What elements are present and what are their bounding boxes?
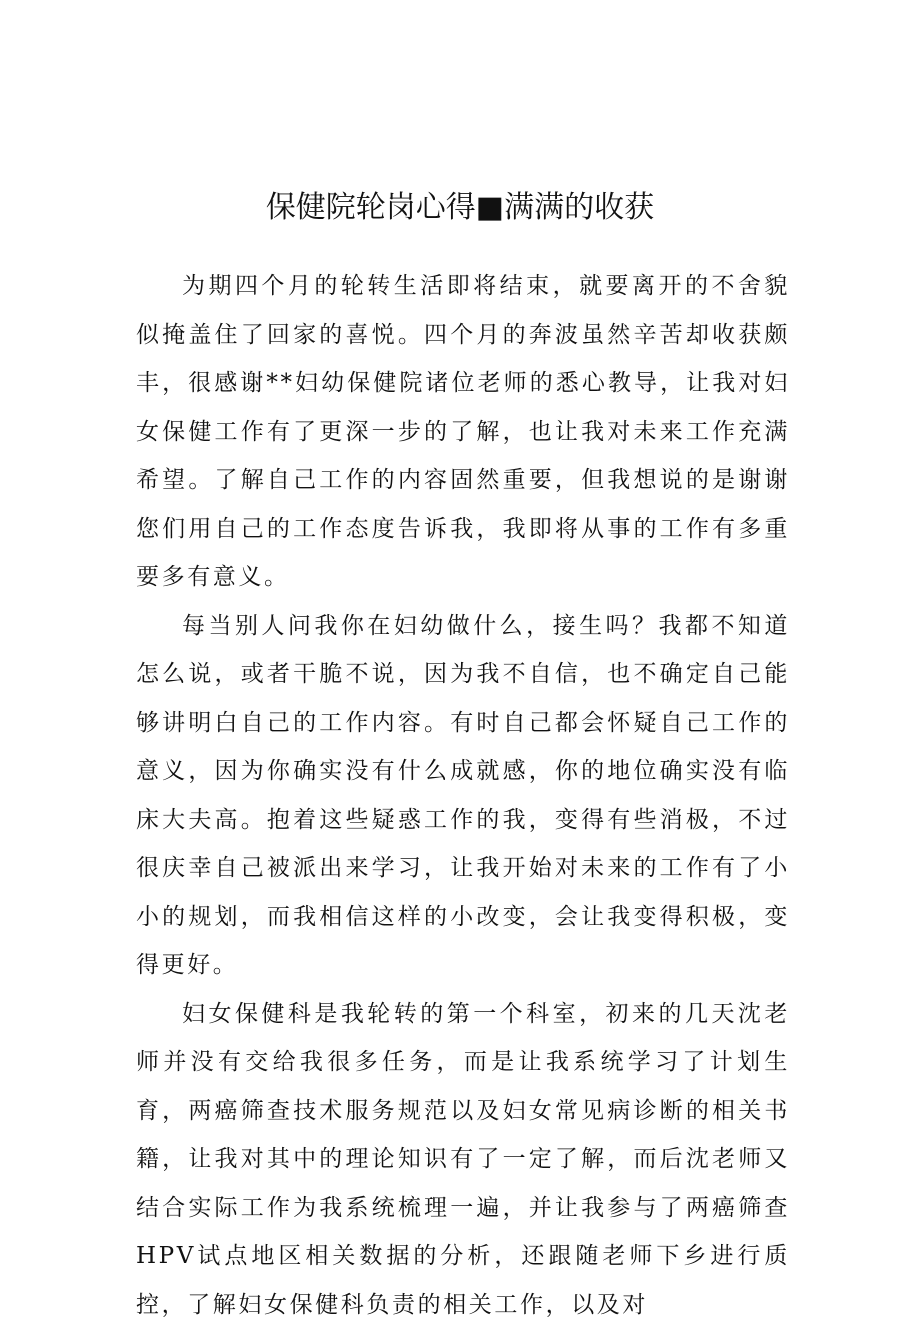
paragraph: 为期四个月的轮转生活即将结束，就要离开的不舍貌似掩盖住了回家的喜悦。四个月的奔波虽然辛苦却收获颇丰，很感谢**妇幼保健院诸位老师的悉心教导，让我对妇女保健工作有了更深一步的了解，也让我对未来工作充满希望。了解自己工作的内容固然重要，但我想说的是谢谢您们用自己的工作态度告诉我，我即将从事的工作有多重要多有意义。 [136, 262, 790, 602]
paragraph: 妇女保健科是我轮转的第一个科室，初来的几天沈老师并没有交给我很多任务，而是让我系统学习了计划生育，两癌筛查技术服务规范以及妇女常见病诊断的相关书籍，让我对其中的理论知识有了一定了解，而后沈老师又结合实际工作为我系统梳理一遍，并让我参与了两癌筛查HPV试点地区相关数据的分析，还跟随老师下乡进行质控，了解妇女保健科负责的相关工作，以及对 [136, 990, 790, 1329]
document-body [136, 262, 790, 1329]
paragraph: 每当别人问我你在妇幼做什么，接生吗？我都不知道怎么说，或者干脆不说，因为我不自信，也不确定自己能够讲明白自己的工作内容。有时自己都会怀疑自己工作的意义，因为你确实没有什么成就感，你的地位确实没有临床大夫高。抱着这些疑惑工作的我，变得有些消极，不过很庆幸自己被派出来学习，让我开始对未来的工作有了小小的规划，而我相信这样的小改变，会让我变得积极，变得更好。 [136, 602, 790, 990]
document-title: 保健院轮岗心得■满满的收获 [0, 186, 920, 230]
